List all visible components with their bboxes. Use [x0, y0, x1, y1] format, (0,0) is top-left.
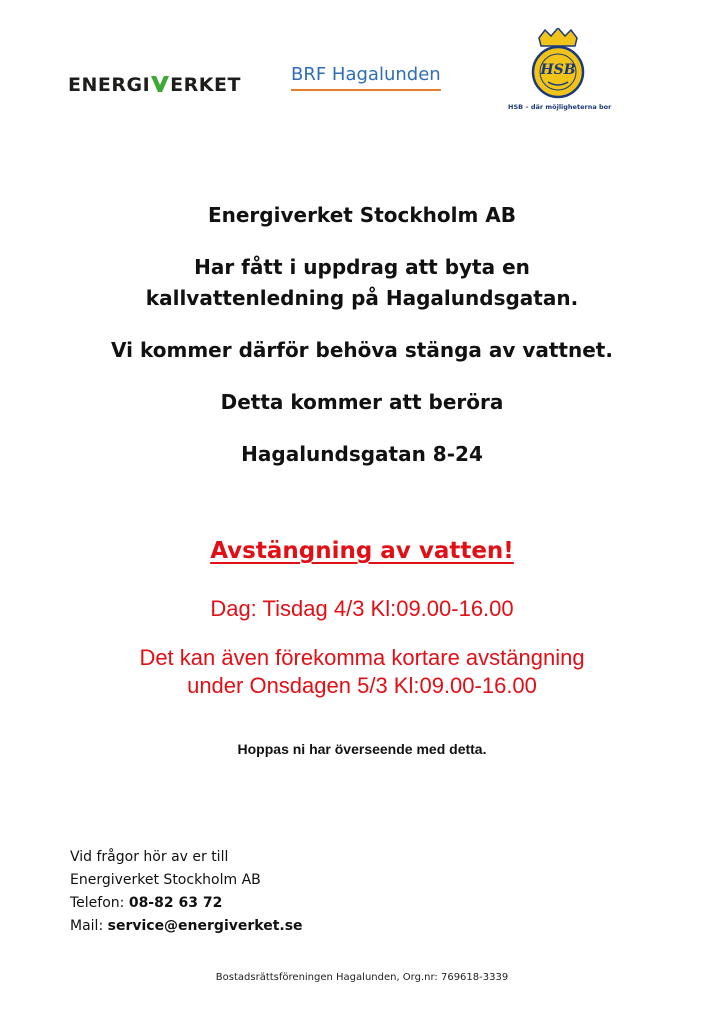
mail-address: service@energiverket.se	[107, 918, 303, 934]
phone-label: Telefon:	[70, 895, 129, 911]
main-message	[0, 200, 724, 470]
company-name: Energiverket Stockholm AB	[207, 203, 517, 227]
notice-extra	[0, 644, 724, 700]
mail-label: Mail:	[70, 918, 108, 934]
hsb-tagline: HSB – där möjligheterna bor	[508, 103, 612, 111]
task-line-1: Har fått i uppdrag att byta en	[194, 255, 530, 279]
hsb-seal-text: HSB	[540, 62, 576, 78]
notice-title	[0, 538, 724, 564]
energiverket-v-icon	[151, 76, 169, 92]
affect-line: Detta kommer att beröra	[220, 390, 504, 414]
contact-phone-row	[70, 892, 303, 915]
contact-block	[70, 846, 303, 938]
address-line: Hagalundsgatan 8-24	[241, 442, 483, 466]
energiverket-logo-part2: ERKET	[170, 74, 241, 96]
contact-mail-row	[70, 915, 303, 938]
notice-title-text: Avstängning av vatten!	[210, 538, 514, 564]
hsb-seal-icon	[531, 28, 585, 100]
hope-line: Hoppas ni har överseende med detta.	[237, 741, 487, 757]
brf-hagalunden-logo: BRF Hagalunden	[291, 64, 441, 91]
hsb-logo	[508, 28, 612, 111]
notice-extra-line-1: Det kan även förekomma kortare avstängning	[139, 645, 585, 670]
contact-line-2: Energiverket Stockholm AB	[70, 872, 261, 888]
notice-date: Dag: Tisdag 4/3 Kl:09.00-16.00	[210, 596, 514, 621]
shutoff-line: Vi kommer därför behöva stänga av vattnet.	[111, 338, 613, 362]
notice-extra-line-2: under Onsdagen 5/3 Kl:09.00-16.00	[187, 673, 537, 698]
contact-line-1: Vid frågor hör av er till	[70, 849, 229, 865]
energiverket-logo	[68, 74, 241, 96]
footer: Bostadsrättsföreningen Hagalunden, Org.nr: 769618-3339	[215, 972, 509, 983]
phone-number: 08-82 63 72	[128, 895, 223, 911]
task-line-2: kallvattenledning på Hagalundsgatan.	[145, 286, 579, 310]
energiverket-logo-part1: ENERGI	[68, 74, 151, 96]
